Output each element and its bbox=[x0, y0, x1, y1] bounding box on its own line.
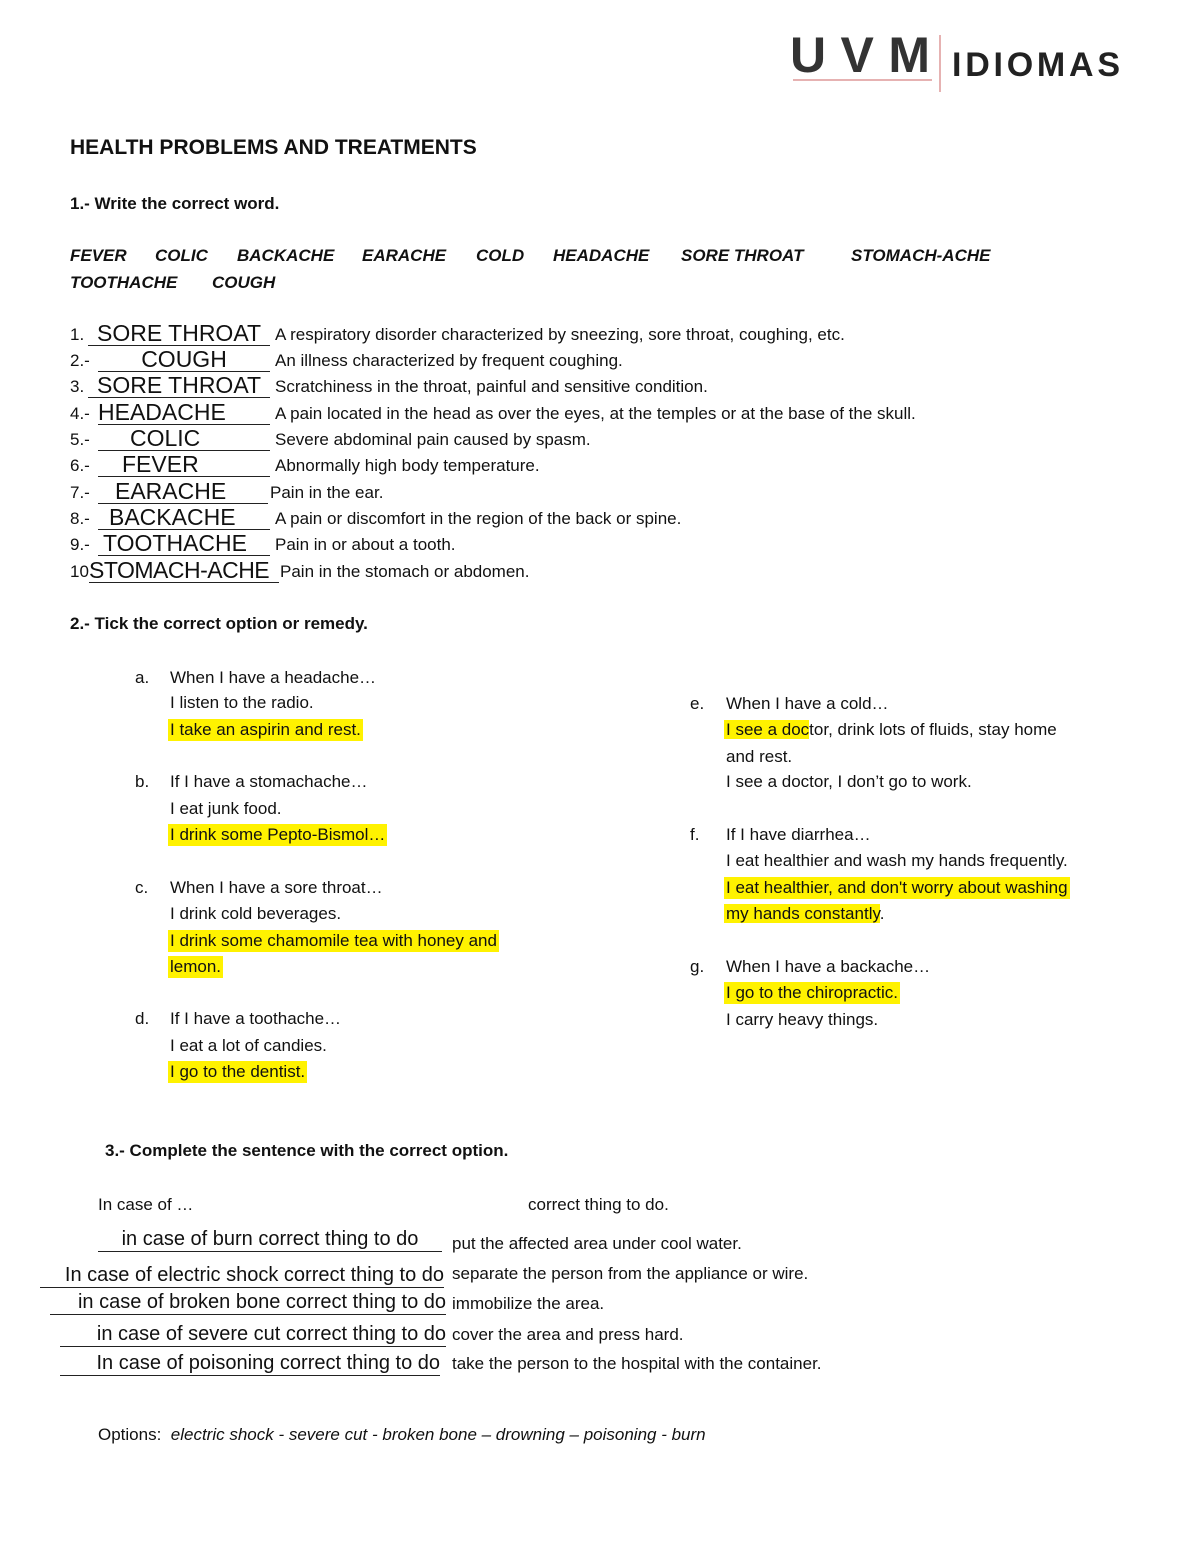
uvm-idiomas-logo bbox=[790, 30, 1125, 95]
section3-heading: 3.- Complete the sentence with the correct option. bbox=[105, 1141, 509, 1160]
word-bank-item: SORE THROAT bbox=[681, 246, 804, 265]
highlighted-text: I see a doc bbox=[726, 720, 810, 739]
option-selected[interactable]: I take an aspirin and rest. bbox=[170, 720, 361, 739]
svg-text:UVM: UVM bbox=[790, 30, 930, 83]
definition: Pain in the ear. bbox=[270, 483, 384, 502]
question-letter: c. bbox=[135, 878, 149, 897]
sentence-text: separate the person from the appliance or wire. bbox=[452, 1264, 809, 1283]
highlighted-text: my hands constantly bbox=[726, 904, 880, 923]
option-selected[interactable]: I eat healthier, and don't worry about washing bbox=[726, 878, 1068, 897]
item-number: 1. bbox=[70, 325, 85, 344]
option[interactable]: I eat junk food. bbox=[170, 799, 282, 818]
column-header: correct thing to do. bbox=[528, 1195, 669, 1214]
option-selected[interactable]: I go to the dentist. bbox=[170, 1062, 306, 1081]
question-prompt: If I have a toothache… bbox=[170, 1009, 342, 1028]
question-letter: d. bbox=[135, 1009, 150, 1028]
answer-field[interactable]: SORE THROAT bbox=[88, 373, 270, 398]
word-bank-item: COLIC bbox=[155, 246, 208, 265]
options-line bbox=[98, 1424, 706, 1446]
option-text: . bbox=[879, 904, 885, 923]
column-header: In case of … bbox=[98, 1195, 194, 1214]
answer-field[interactable]: in case of broken bone correct thing to do bbox=[50, 1290, 446, 1315]
svg-text:IDIOMAS: IDIOMAS bbox=[952, 46, 1120, 84]
question-letter: g. bbox=[690, 957, 705, 976]
definition: An illness characterized by frequent coughing. bbox=[275, 351, 623, 370]
option-selected[interactable] bbox=[724, 719, 1057, 741]
word-bank-item: COLD bbox=[476, 246, 525, 265]
question-prompt: If I have a stomachache… bbox=[170, 772, 368, 791]
option-selected[interactable]: I drink some chamomile tea with honey and bbox=[170, 931, 497, 950]
options-list: electric shock - severe cut - broken bone – drowning – poisoning - burn bbox=[170, 1425, 706, 1444]
option[interactable]: I drink cold beverages. bbox=[170, 904, 342, 923]
definition: Scratchiness in the throat, painful and sensitive condition. bbox=[275, 377, 708, 396]
question-prompt: If I have diarrhea… bbox=[726, 825, 871, 844]
word-bank-item: BACKACHE bbox=[237, 246, 335, 265]
option-selected[interactable]: lemon. bbox=[170, 957, 222, 976]
question-prompt: When I have a backache… bbox=[726, 957, 931, 976]
item-number: 2.- bbox=[70, 351, 90, 370]
option-selected[interactable]: I drink some Pepto-Bismol… bbox=[170, 825, 386, 844]
answer-field[interactable]: COLIC bbox=[98, 426, 270, 451]
answer-field[interactable]: In case of poisoning correct thing to do bbox=[60, 1351, 440, 1376]
answer-field[interactable]: TOOTHACHE bbox=[98, 531, 270, 556]
definition: Pain in the stomach or abdomen. bbox=[280, 562, 530, 581]
section2-heading: 2.- Tick the correct option or remedy. bbox=[70, 614, 368, 633]
item-number: 10 bbox=[70, 562, 89, 581]
answer-field[interactable]: SORE THROAT bbox=[88, 321, 270, 346]
definition: A pain or discomfort in the region of the back or spine. bbox=[275, 509, 682, 528]
answer-field[interactable]: COUGH bbox=[98, 347, 270, 372]
definition: Abnormally high body temperature. bbox=[275, 456, 540, 475]
option[interactable]: I listen to the radio. bbox=[170, 693, 314, 712]
question-prompt: When I have a cold… bbox=[726, 694, 889, 713]
word-bank-item: COUGH bbox=[212, 273, 276, 292]
definition: A pain located in the head as over the eyes, at the temples or at the base of the skull. bbox=[275, 404, 916, 423]
question-letter: e. bbox=[690, 694, 705, 713]
sentence-text: take the person to the hospital with the container. bbox=[452, 1354, 822, 1373]
option-text: tor, drink lots of fluids, stay home bbox=[809, 720, 1057, 739]
answer-field[interactable]: EARACHE bbox=[98, 479, 268, 504]
answer-field[interactable]: STOMACH-ACHE bbox=[89, 558, 279, 583]
options-label: Options: bbox=[98, 1425, 162, 1444]
option-selected[interactable]: I go to the chiropractic. bbox=[726, 983, 898, 1002]
question-letter: f. bbox=[690, 825, 700, 844]
item-number: 6.- bbox=[70, 456, 90, 475]
sentence-text: cover the area and press hard. bbox=[452, 1325, 684, 1344]
section1-heading: 1.- Write the correct word. bbox=[70, 194, 280, 213]
option[interactable]: I see a doctor, I don’t go to work. bbox=[726, 772, 972, 791]
item-number: 7.- bbox=[70, 483, 90, 502]
option[interactable]: I eat healthier and wash my hands frequently. bbox=[726, 851, 1068, 870]
page-title: HEALTH PROBLEMS AND TREATMENTS bbox=[70, 136, 477, 159]
word-bank-item: FEVER bbox=[70, 246, 127, 265]
question-prompt: When I have a sore throat… bbox=[170, 878, 383, 897]
answer-field[interactable]: HEADACHE bbox=[98, 400, 270, 425]
definition: A respiratory disorder characterized by sneezing, sore throat, coughing, etc. bbox=[275, 325, 845, 344]
word-bank-item: STOMACH-ACHE bbox=[851, 246, 991, 265]
sentence-text: put the affected area under cool water. bbox=[452, 1234, 742, 1253]
question-letter: b. bbox=[135, 772, 150, 791]
question-prompt: When I have a headache… bbox=[170, 668, 377, 687]
option[interactable]: I eat a lot of candies. bbox=[170, 1036, 327, 1055]
option-text: and rest. bbox=[726, 747, 793, 766]
sentence-text: immobilize the area. bbox=[452, 1294, 605, 1313]
item-number: 5.- bbox=[70, 430, 90, 449]
answer-field[interactable]: BACKACHE bbox=[98, 505, 270, 530]
answer-field[interactable]: in case of burn correct thing to do bbox=[98, 1227, 442, 1252]
definition: Pain in or about a tooth. bbox=[275, 535, 456, 554]
word-bank-item: EARACHE bbox=[362, 246, 447, 265]
item-number: 3. bbox=[70, 377, 85, 396]
question-letter: a. bbox=[135, 668, 150, 687]
answer-field[interactable]: FEVER bbox=[98, 452, 270, 477]
answer-field[interactable]: In case of electric shock correct thing to do bbox=[40, 1263, 444, 1288]
answer-field[interactable]: in case of severe cut correct thing to do bbox=[60, 1322, 446, 1347]
item-number: 4.- bbox=[70, 404, 90, 423]
item-number: 8.- bbox=[70, 509, 90, 528]
option[interactable]: I carry heavy things. bbox=[726, 1010, 879, 1029]
definition: Severe abdominal pain caused by spasm. bbox=[275, 430, 591, 449]
word-bank-item: HEADACHE bbox=[553, 246, 650, 265]
word-bank-item: TOOTHACHE bbox=[70, 273, 178, 292]
option-selected[interactable] bbox=[724, 903, 884, 925]
item-number: 9.- bbox=[70, 535, 90, 554]
